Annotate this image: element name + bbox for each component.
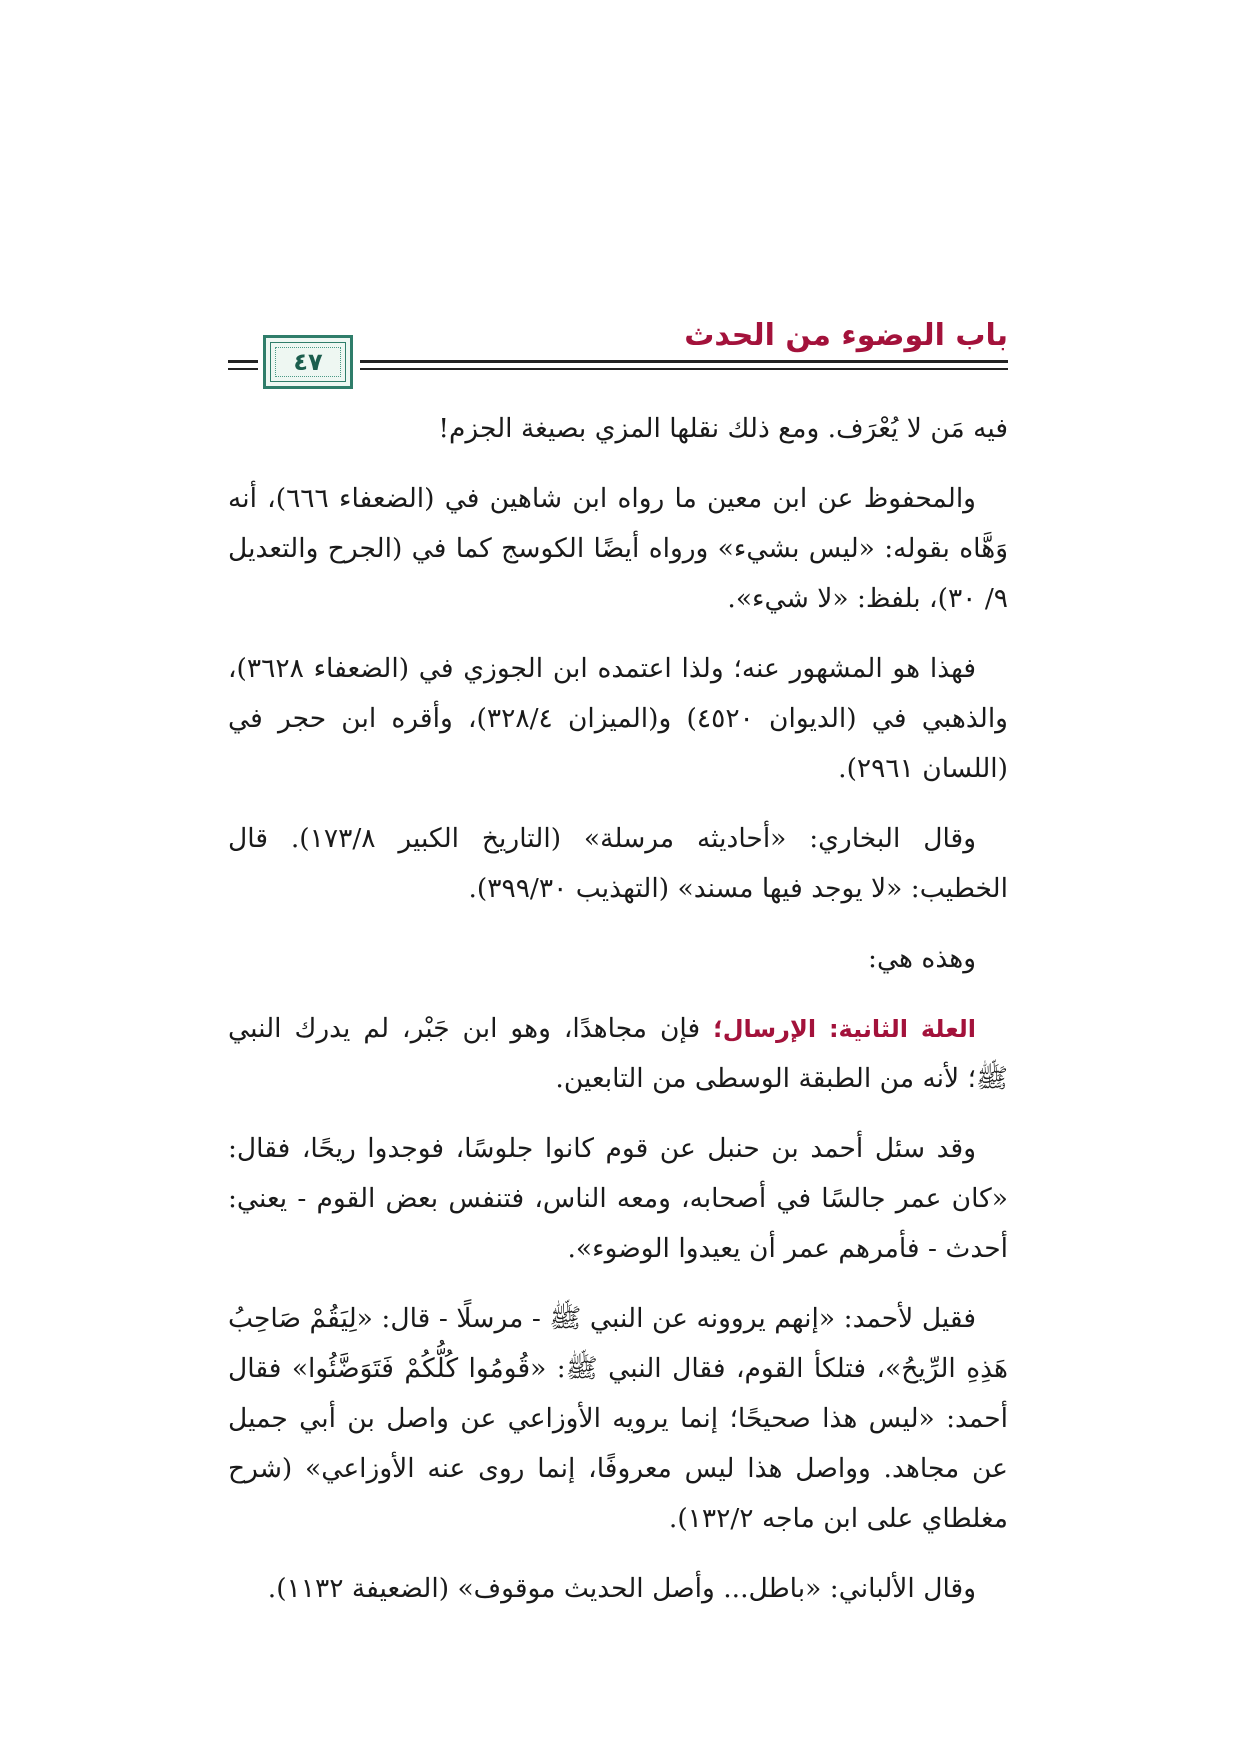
paragraph-3: فهذا هو المشهور عنه؛ ولذا اعتمده ابن الجوزي في (الضعفاء ٣٦٢٨)، والذهبي في (الديوان ٤٥٢٠) و(الميزان ٣٢٨/٤)، وأقره ابن حجر في (اللسان ٢٩٦١). <box>228 653 1008 784</box>
paragraph-9: وقال الألباني: «باطل... وأصل الحديث موقوف» (الضعيفة ١١٣٢). <box>267 1573 976 1604</box>
header-rule-thin <box>360 368 1008 370</box>
chapter-title: باب الوضوء من الحدث <box>684 318 1008 353</box>
header-rule-left <box>228 360 258 363</box>
page-body <box>228 404 1008 1634</box>
paragraph-5: وهذه هي: <box>868 943 976 974</box>
page-header <box>228 300 1008 390</box>
header-rule <box>360 360 1008 363</box>
header-rule-left-thin <box>228 368 258 370</box>
paragraph-4: وقال البخاري: «أحاديثه مرسلة» (التاريخ الكبير ١٧٣/٨). قال الخطيب: «لا يوجد فيها مسند» (التهذيب ٣٩٩/٣٠). <box>228 823 1008 904</box>
paragraph-6 <box>228 1004 1008 1104</box>
section-heading: العلة الثانية: الإرسال؛ <box>713 1015 976 1043</box>
paragraph-8: فقيل لأحمد: «إنهم يروونه عن النبي ﷺ - مرسلًا - قال: «لِيَقُمْ صَاحِبُ هَذِهِ الرِّيحُ»، فتلكأ القوم، فقال النبي ﷺ: «قُومُوا كُلُّكُمْ فَتَوَضَّئُوا» فقال أحمد: «ليس هذا صحيحًا؛ إنما يرويه الأوزاعي عن واصل بن أبي جميل عن مجاهد. وواصل هذا ليس معروفًا، إنما روى عنه الأوزاعي» (شرح مغلطاي على ابن ماجه ١٣٢/٢). <box>228 1303 1008 1534</box>
page-number: ٤٧ <box>287 348 328 376</box>
paragraph-7: وقد سئل أحمد بن حنبل عن قوم كانوا جلوسًا، فوجدوا ريحًا، فقال: «كان عمر جالسًا في أصحابه، ومعه الناس، فتنفس بعض القوم - يعني: أحدث - فأمرهم عمر أن يعيدوا الوضوء». <box>228 1133 1008 1264</box>
paragraph-2: والمحفوظ عن ابن معين ما رواه ابن شاهين في (الضعفاء ٦٦٦)، أنه وَهَّاه بقوله: «ليس بشيء» ورواه أيضًا الكوسج كما في (الجرح والتعديل ٩/ ٣٠)، بلفظ: «لا شيء». <box>228 483 1008 614</box>
paragraph-1: فيه مَن لا يُعْرَف. ومع ذلك نقلها المزي بصيغة الجزم! <box>438 413 1008 444</box>
paragraph-6-text: فإن مجاهدًا، وهو ابن جَبْر، لم يدرك النبي ﷺ؛ لأنه من الطبقة الوسطى من التابعين. <box>228 1013 1008 1094</box>
page-number-badge <box>263 335 353 389</box>
